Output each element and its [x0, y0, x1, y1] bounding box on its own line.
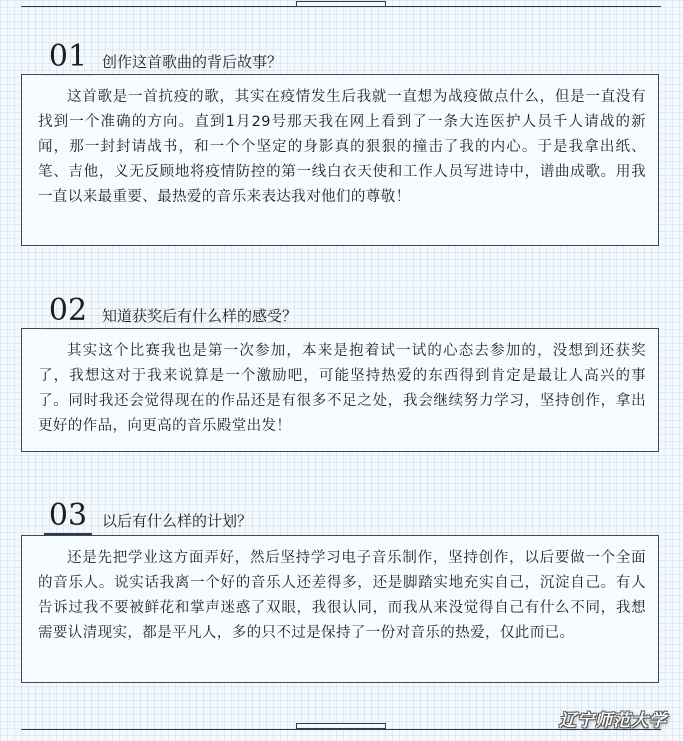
answer-box: 这首歌是一首抗疫的歌，其实在疫情发生后我就一直想为战疫做点什么，但是一直没有找到一个准确的方向。直到1月29号那天我在网上看到了一条大连医护人员千人请战的新闻，那一封封请战书，和一个个坚定的身影真的狠狠的撞击了我的内心。于是我拿出纸、笔、吉他，义无反顾地将疫情防控的第一线白衣天使和工作人员写进诗中，谱曲成歌。用我一直以来最重要、最热爱的音乐来表达我对他们的尊敬！	[21, 74, 659, 246]
question-number: 03	[44, 499, 92, 535]
qa-section-3	[0, 499, 683, 689]
question-title: 创作这首歌曲的背后故事？	[102, 53, 283, 71]
qa-section-2	[0, 294, 683, 454]
university-watermark: 辽宁师范大学	[559, 711, 667, 731]
question-title: 以后有什么样的计划？	[102, 512, 253, 530]
answer-box: 其实这个比赛我也是第一次参加，本来是抱着试一试的心态去参加的，没想到还获奖了，我想这对于我来说算是一个激励吧，可能坚持热爱的东西得到肯定是最让人高兴的事了。同时我还会觉得现在的作品还是有很多不足之处，我会继续努力学习，坚持创作，拿出更好的作品，向更高的音乐殿堂出发！	[21, 328, 659, 452]
question-number: 02	[44, 294, 92, 330]
top-divider-tab	[296, 1, 386, 7]
bottom-divider-tab	[296, 723, 386, 729]
qa-section-1	[0, 40, 683, 250]
answer-box: 还是先把学业这方面弄好，然后坚持学习电子音乐制作，坚持创作，以后要做一个全面的音乐人。说实话我离一个好的音乐人还差得多，还是脚踏实地充实自己，沉淀自己。有人告诉过我不要被鲜花和掌声迷惑了双眼，我很认同，而我从来没觉得自己有什么不同，我想需要认清现实，都是平凡人，多的只不过是保持了一份对音乐的热爱，仅此而已。	[21, 535, 659, 683]
question-number: 01	[44, 40, 92, 76]
question-title: 知道获奖后有什么样的感受？	[102, 307, 298, 325]
